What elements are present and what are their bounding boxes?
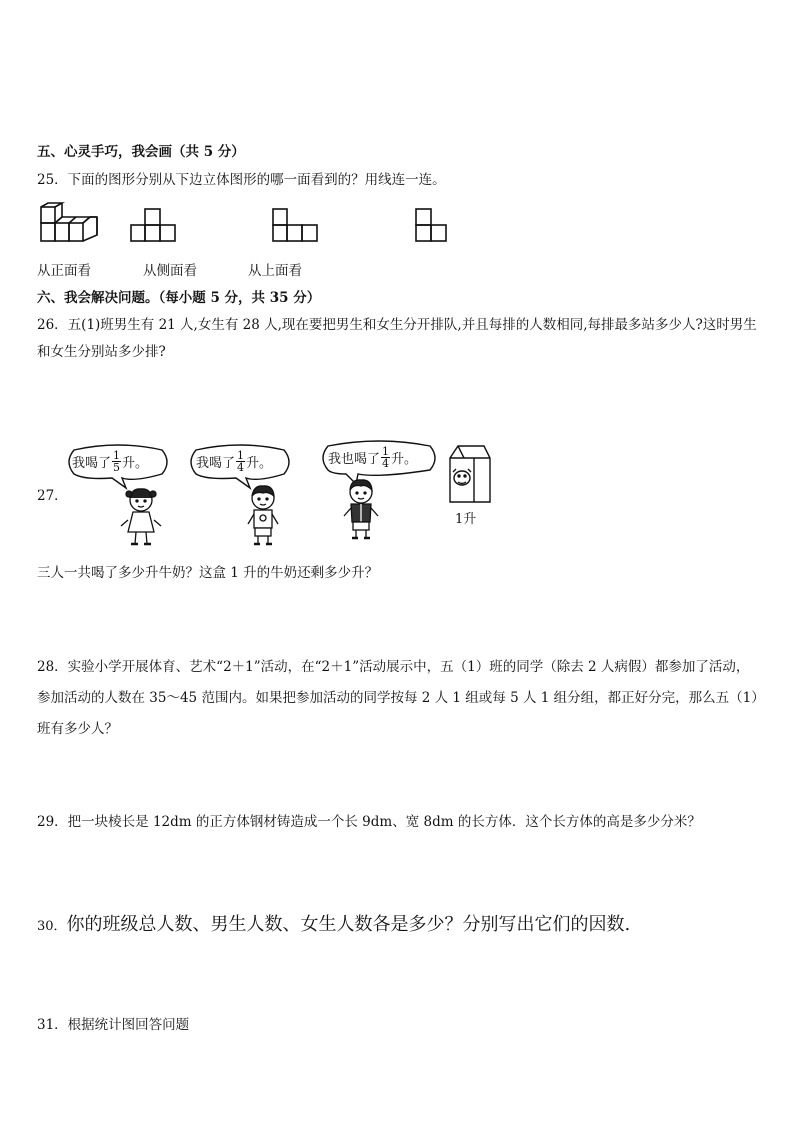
bubble-1-text	[72, 450, 148, 473]
view-label-top: 从上面看	[248, 263, 302, 279]
section5-heading: 五、心灵手巧，我会画（共 5 分）	[37, 144, 245, 160]
q29-text: 29．把一块棱长是 12dm 的正方体钢材铸造成一个长 9dm、宽 8dm 的长方体．这个长方体的高是多少分米？	[37, 814, 701, 830]
bubble-2-prefix: 我喝了	[196, 456, 236, 471]
boy-figure-1	[238, 484, 288, 548]
view-figure-top	[272, 208, 318, 242]
bubble-1-suffix: 升。	[122, 456, 149, 471]
view-label-front: 从正面看	[37, 263, 91, 279]
bubble-1-fraction-den: 5	[113, 461, 121, 474]
carton-label: 1升	[455, 512, 477, 527]
q26-line2: 和女生分别站多少排?	[37, 344, 166, 360]
q27-question: 三人一共喝了多少升牛奶？这盒 1 升的牛奶还剩多少升？	[37, 565, 379, 581]
bubble-1-prefix: 我喝了	[72, 456, 112, 471]
q30-text: 你的班级总人数、男生人数、女生人数各是多少？分别写出它们的因数.	[66, 914, 631, 935]
bubble-3-fraction-den: 4	[382, 457, 390, 470]
view-label-side: 从侧面看	[143, 263, 197, 279]
q28-line1: 28．实验小学开展体育、艺术“2＋1”活动，在“2＋1”活动展示中，五（1）班的同学（除去 2 人病假）都参加了活动，	[37, 659, 750, 675]
q26-line1: 26．五(1)班男生有 21 人,女生有 28 人,现在要把男生和女生分开排队,并且每排的人数相同,每排最多站多少人?这时男生	[37, 317, 757, 333]
bubble-3-suffix: 升。	[391, 452, 418, 467]
bubble-3-fraction	[381, 446, 390, 469]
bubble-1-fraction-num: 1	[113, 449, 121, 462]
q28-line2: 参加活动的人数在 35～45 范围内。如果把参加活动的同学按每 2 人 1 组或每 5 人 1 组分组，都正好分完，那么五（1）	[37, 690, 765, 706]
bubble-1-fraction	[112, 450, 121, 473]
girl-figure	[116, 486, 166, 548]
boy-figure-2	[336, 478, 386, 542]
view-figure-front	[130, 208, 176, 242]
milk-carton-icon	[444, 444, 494, 504]
q28-line3: 班有多少人？	[37, 721, 118, 737]
bubble-3-text	[328, 446, 417, 469]
q31-text: 31．根据统计图回答问题	[37, 1017, 190, 1033]
q30-line	[37, 910, 630, 936]
solid-figure	[40, 203, 100, 243]
q25-text: 25．下面的图形分别从下边立体图形的哪一面看到的？用线连一连。	[37, 172, 446, 188]
bubble-2-fraction	[236, 450, 245, 473]
section6-heading: 六、我会解决问题。（每小题 5 分，共 35 分）	[37, 290, 321, 306]
bubble-2-fraction-den: 4	[237, 461, 245, 474]
bubble-3-prefix: 我也喝了	[328, 452, 381, 467]
bubble-2-suffix: 升。	[246, 456, 273, 471]
q27-number: 27．	[37, 488, 68, 504]
bubble-3-fraction-num: 1	[382, 445, 390, 458]
bubble-2-text	[196, 450, 272, 473]
bubble-2-fraction-num: 1	[237, 449, 245, 462]
view-figure-side	[415, 208, 447, 242]
q30-number: 30．	[37, 919, 67, 934]
